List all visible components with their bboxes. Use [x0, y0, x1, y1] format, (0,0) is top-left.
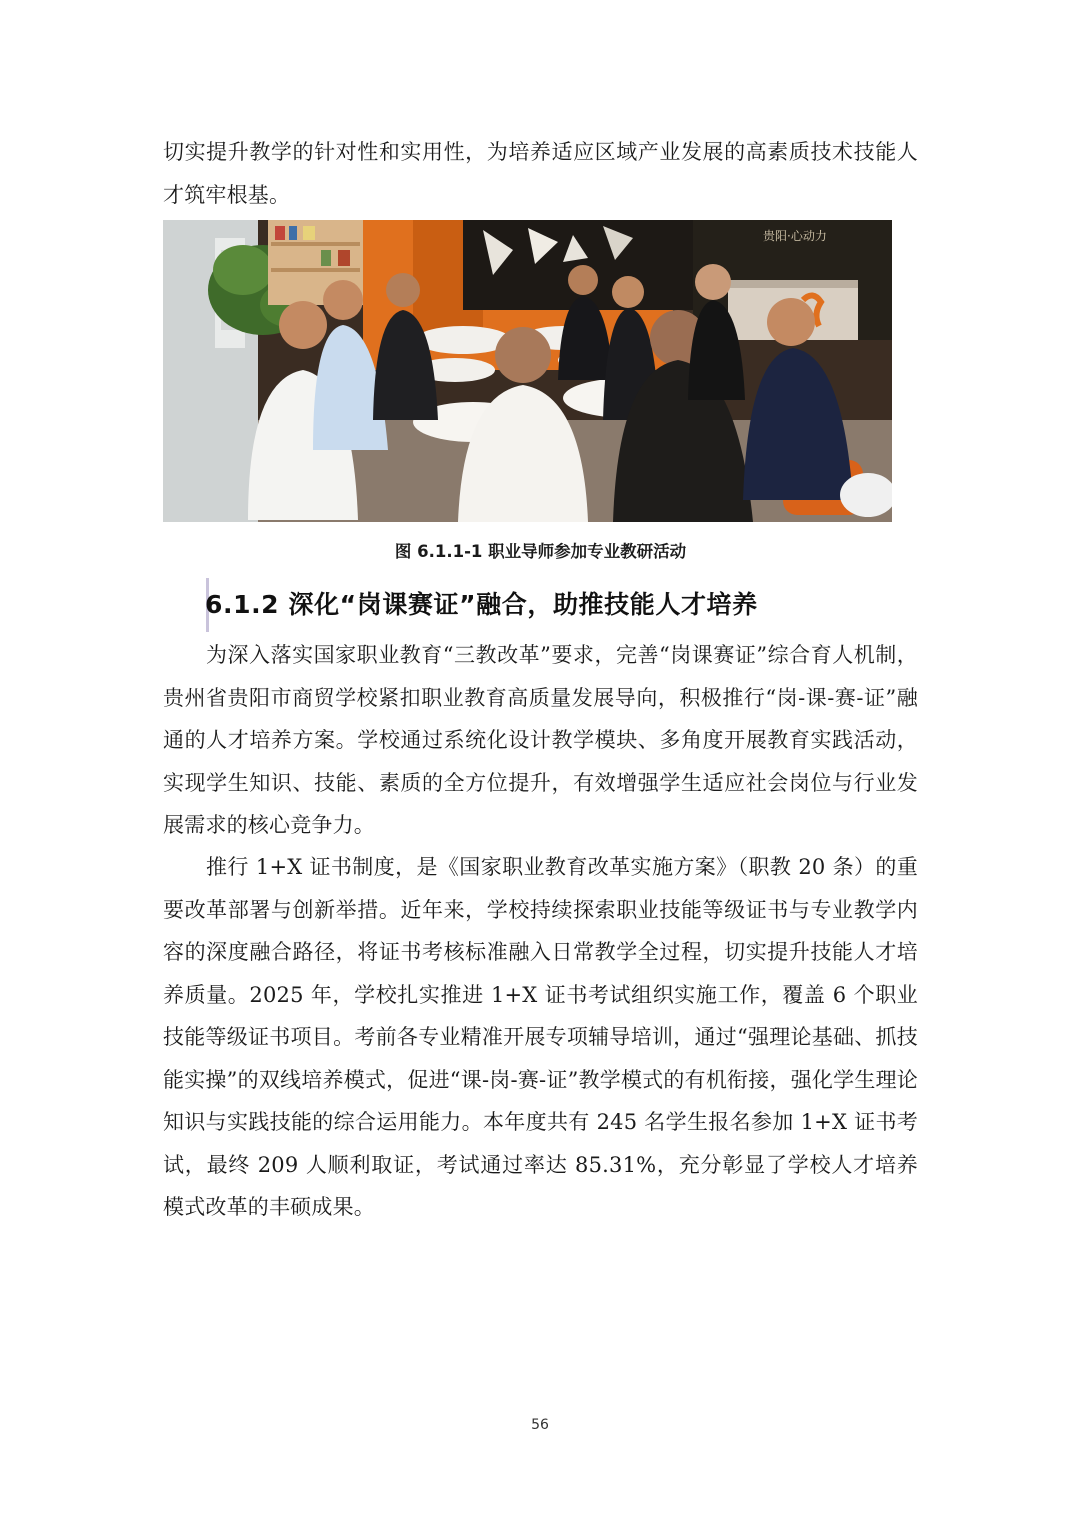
figure-caption: 图 6.1.1-1 职业导师参加专业教研活动 — [394, 542, 687, 561]
figure-photo — [163, 220, 892, 522]
section-paragraph-2: 推行 1+X 证书制度，是《国家职业教育改革实施方案》（职教 20 条）的重要改革部署与创新举措。近年来，学校持续探索职业技能等级证书与专业教学内容的深度融合路径，将证书考核标准融入日常教学全过程，切实提升技能人才培养质量。2025 年，学校扎实推进 1+X 证书考试组织实施工作，覆盖 6 个职业技能等级证书项目。考前各专业精准开展专项辅导培训，通过“强理论基础、抓技能实操”的双线培养模式，促进“课-岗-赛-证”教学模式的有机衔接，强化学生理论知识与实践技能的综合运用能力。本年度共有 245 名学生报名参加 1+X 证书考试，最终 209 人顺利取证，考试通过率达 85.31%，充分彰显了学校人才培养模式改革的丰硕成果。 — [163, 855, 918, 1219]
wall-sign-text: 贵阳·心动力 — [763, 229, 827, 243]
page-number: 56 — [531, 1417, 549, 1433]
section-heading: 6.1.2 深化“岗课赛证”融合，助推技能人才培养 — [205, 590, 758, 619]
meeting-photo-illustration — [163, 220, 892, 522]
section-paragraph-1: 为深入落实国家职业教育“三教改革”要求，完善“岗课赛证”综合育人机制，贵州省贵阳市商贸学校紧扣职业教育高质量发展导向，积极推行“岗-课-赛-证”融通的人才培养方案。学校通过系统化设计教学模块、多角度开展教育实践活动，实现学生知识、技能、素质的全方位提升，有效增强学生适应社会岗位与行业发展需求的核心竞争力。 — [163, 643, 918, 837]
lead-paragraph: 切实提升教学的针对性和实用性，为培养适应区域产业发展的高素质技术技能人才筑牢根基。 — [163, 140, 918, 207]
